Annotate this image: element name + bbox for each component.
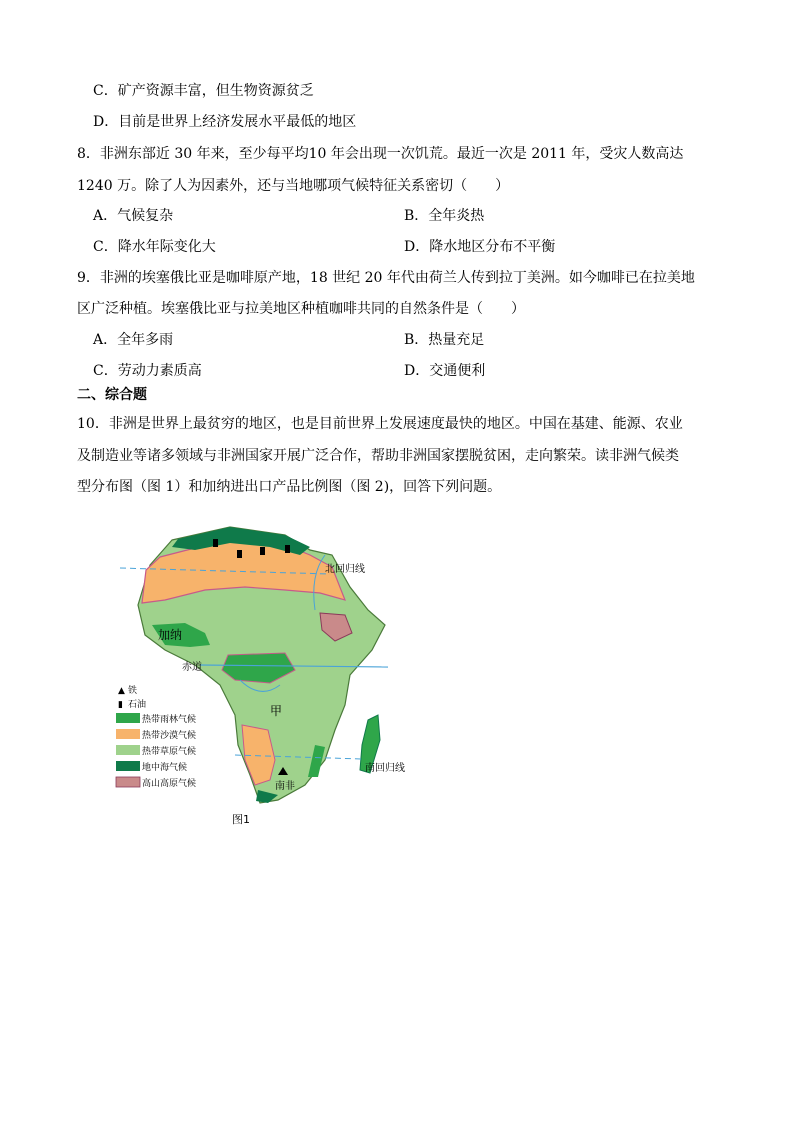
legend-savanna-label: 热带草原气候 [142, 747, 197, 757]
legend-rainforest-label: 热带雨林气候 [142, 715, 197, 725]
map-legend [116, 684, 196, 789]
legend-oil-label: 石油 [128, 700, 147, 710]
q8-option-c: C．降水年际变化大 [93, 239, 216, 255]
label-south-africa: 南非 [275, 781, 295, 792]
q8-option-d: D．降水地区分布不平衡 [404, 239, 556, 255]
q10-stem-line1: 10．非洲是世界上最贫穷的地区，也是目前世界上发展速度最快的地区。中国在基建、能源、农业 [77, 416, 683, 432]
q9-option-d: D．交通便利 [404, 363, 486, 379]
q9-stem-line1: 9．非洲的埃塞俄比亚是咖啡原产地，18 世纪 20 年代由荷兰人传到拉丁美洲。如今咖啡已在拉美地 [77, 270, 695, 286]
africa-climate-map [110, 515, 410, 830]
q8-stem-line2: 1240 万。除了人为因素外，还与当地哪项气候特征关系密切（ ） [77, 178, 510, 194]
legend-iron-label: 铁 [128, 686, 138, 696]
q9-option-a: A．全年多雨 [93, 332, 174, 348]
legend-highland-label: 高山高原气候 [142, 779, 197, 789]
q10-stem-line3: 型分布图（图 1）和加纳进出口产品比例图（图 2)，回答下列问题。 [77, 479, 502, 495]
q8-option-b: B．全年炎热 [404, 208, 485, 224]
q9-option-b: B．热量充足 [404, 332, 485, 348]
q7-option-d: D．目前是世界上经济发展水平最低的地区 [93, 114, 357, 130]
legend-iron-symbol: ▲ [118, 686, 125, 696]
label-tropic-capricorn: 南回归线 [365, 763, 405, 774]
label-equator: 赤道 [182, 662, 202, 673]
q7-option-c: C．矿产资源丰富，但生物资源贫乏 [93, 83, 314, 99]
q9-stem-line2: 区广泛种植。埃塞俄比亚与拉美地区种植咖啡共同的自然条件是（ ） [77, 301, 525, 317]
section-title: 二、综合题 [77, 387, 147, 403]
label-tropic-cancer: 北回归线 [325, 564, 365, 575]
legend-mediterranean-label: 地中海气候 [142, 763, 188, 773]
legend-oil-symbol: ▮ [118, 700, 123, 710]
label-jia: 甲 [270, 704, 283, 718]
legend-desert-label: 热带沙漠气候 [142, 731, 197, 741]
q8-option-a: A．气候复杂 [93, 208, 174, 224]
label-ghana: 加纳 [158, 628, 183, 642]
figure1-caption: 图1 [232, 813, 250, 826]
q10-stem-line2: 及制造业等诸多领域与非洲国家开展广泛合作，帮助非洲国家摆脱贫困，走向繁荣。读非洲气候类 [77, 448, 679, 464]
q8-stem-line1: 8．非洲东部近 30 年来，至少每平均10 年会出现一次饥荒。最近一次是 2011 年，受灾人数高达 [77, 146, 684, 162]
q9-option-c: C．劳动力素质高 [93, 363, 202, 379]
